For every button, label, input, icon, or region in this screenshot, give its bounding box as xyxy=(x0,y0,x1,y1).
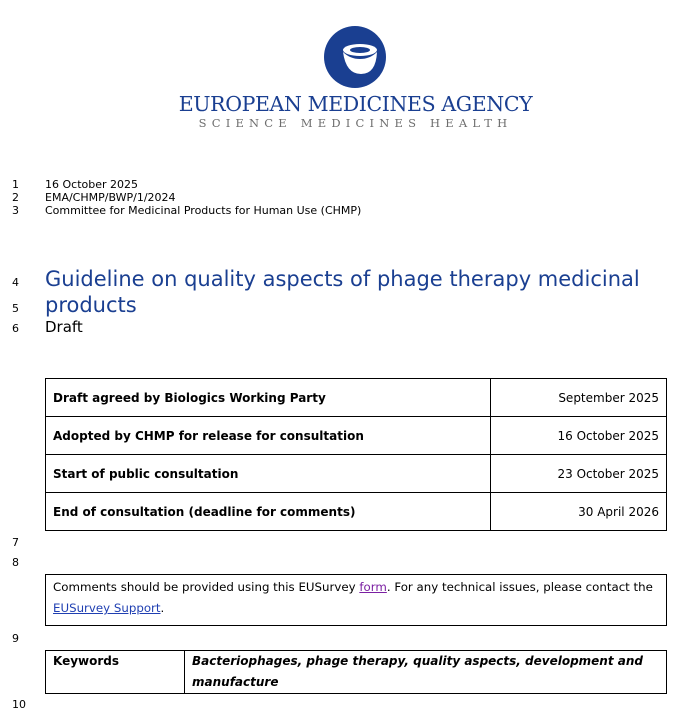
timeline-date: September 2025 xyxy=(491,379,667,417)
line-number: 1 xyxy=(12,178,19,191)
timeline-label: Adopted by CHMP for release for consultation xyxy=(46,417,491,455)
timeline-date: 30 April 2026 xyxy=(491,493,667,531)
table-row xyxy=(46,651,667,694)
timeline-label: End of consultation (deadline for comments) xyxy=(46,493,491,531)
eusurvey-support-link[interactable]: EUSurvey Support xyxy=(53,601,161,615)
logo-bowl-graphic xyxy=(324,26,386,88)
agency-tagline: SCIENCE MEDICINES HEALTH xyxy=(198,116,513,130)
line-number: 5 xyxy=(12,302,19,315)
keywords-value: Bacteriophages, phage therapy, quality aspects, development and manufacture xyxy=(185,651,667,694)
timeline-table xyxy=(45,378,667,531)
table-row xyxy=(46,379,667,417)
ema-bowl-logo-icon xyxy=(324,26,386,88)
timeline-label: Start of public consultation xyxy=(46,455,491,493)
document-status: Draft xyxy=(45,318,83,336)
document-reference: EMA/CHMP/BWP/1/2024 xyxy=(45,191,176,204)
table-row xyxy=(46,493,667,531)
comments-text: . xyxy=(160,601,165,615)
page-title: Guideline on quality aspects of phage therapy medicinal products xyxy=(45,267,640,317)
document-date: 16 October 2025 xyxy=(45,178,139,191)
line-number: 4 xyxy=(12,276,19,289)
line-number: 6 xyxy=(12,322,19,335)
comments-box xyxy=(45,574,667,626)
line-number: 7 xyxy=(12,536,19,549)
timeline-date: 16 October 2025 xyxy=(491,417,667,455)
comments-text: Comments should be provided using this EUSurvey xyxy=(53,580,360,594)
table-row xyxy=(46,417,667,455)
committee-name: Committee for Medicinal Products for Human Use (CHMP) xyxy=(45,204,362,217)
line-number: 2 xyxy=(12,191,19,204)
agency-name: EUROPEAN MEDICINES AGENCY xyxy=(178,92,533,116)
line-number: 8 xyxy=(12,556,19,569)
keywords-label: Keywords xyxy=(46,651,185,694)
line-number: 3 xyxy=(12,204,19,217)
eusurvey-form-link[interactable]: form xyxy=(359,580,387,594)
timeline-date: 23 October 2025 xyxy=(491,455,667,493)
keywords-table xyxy=(45,650,667,694)
timeline-label: Draft agreed by Biologics Working Party xyxy=(46,379,491,417)
line-number: 10 xyxy=(12,698,26,711)
table-row xyxy=(46,455,667,493)
comments-text: . For any technical issues, please contact the xyxy=(386,580,653,594)
line-number: 9 xyxy=(12,632,19,645)
